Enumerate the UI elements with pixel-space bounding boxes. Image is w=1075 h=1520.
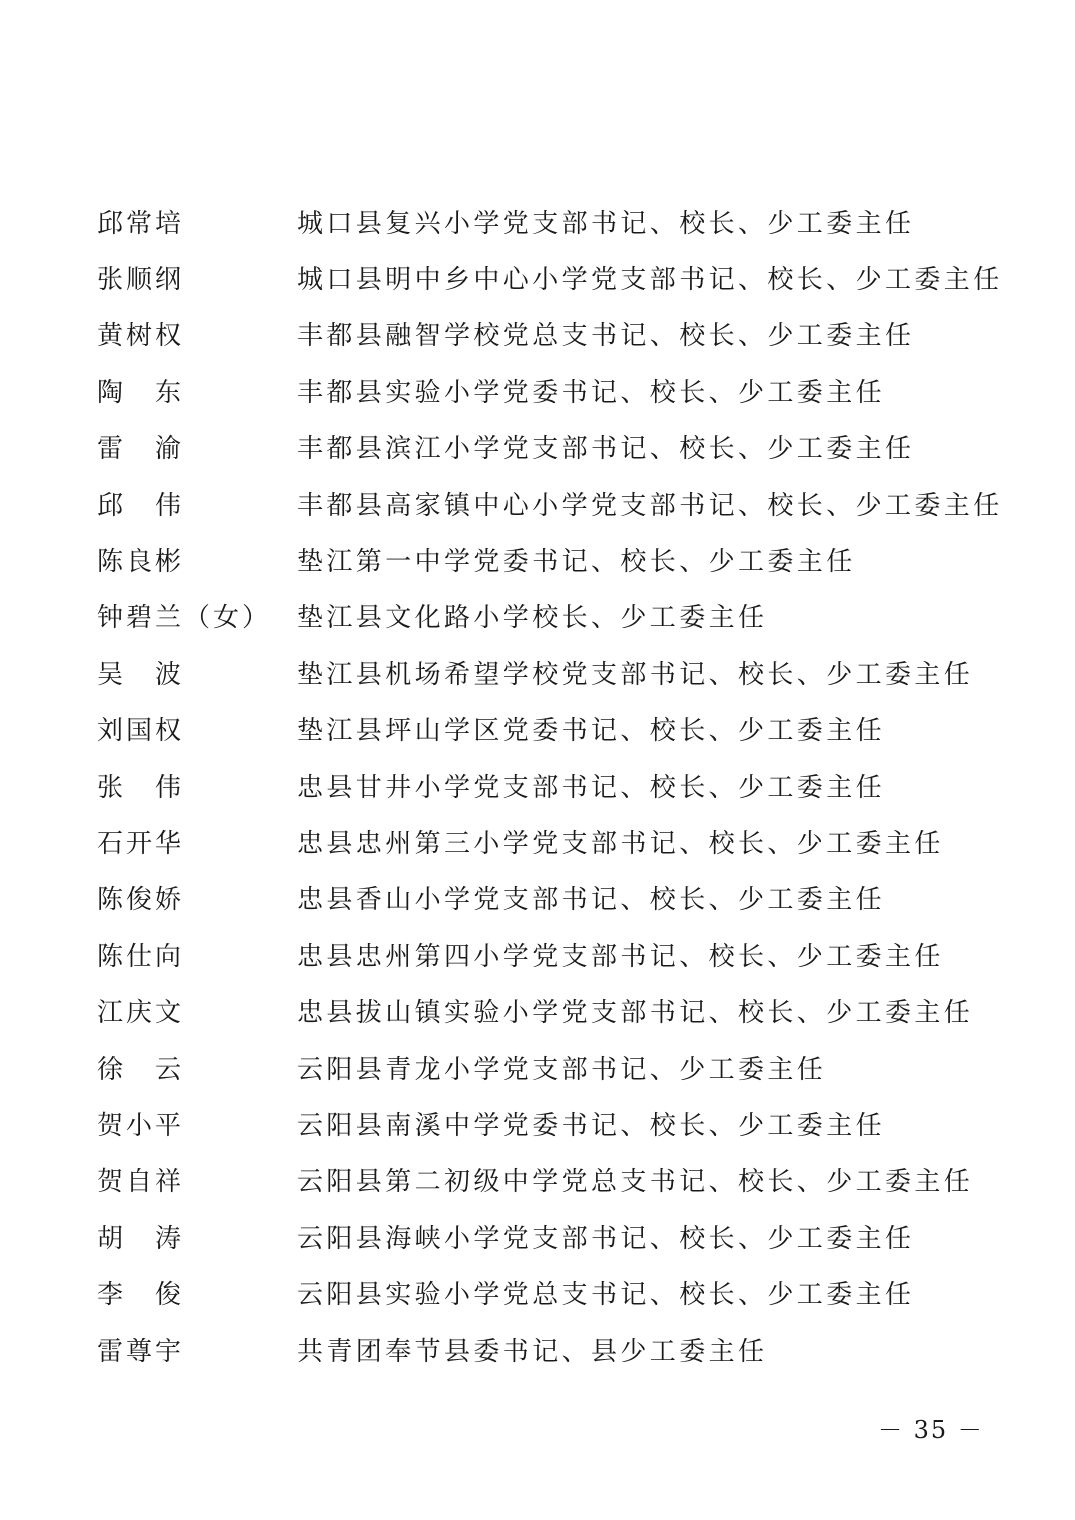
person-name: 邱 伟 [97, 490, 185, 521]
person-role: 云阳县实验小学党总支书记、校长、少工委主任 [297, 1280, 915, 1311]
person-role: 忠县甘井小学党支部书记、校长、少工委主任 [297, 772, 886, 803]
person-role: 忠县拔山镇实验小学党支部书记、校长、少工委主任 [297, 998, 974, 1029]
person-name: 胡 涛 [97, 1223, 185, 1254]
roster-row [97, 306, 1017, 362]
page-number: － 35 － [878, 1416, 984, 1444]
roster-row [97, 1095, 1017, 1151]
person-role: 云阳县海峡小学党支部书记、校长、少工委主任 [297, 1223, 915, 1254]
person-role: 城口县明中乡中心小学党支部书记、校长、少工委主任 [297, 265, 1003, 296]
roster-row [97, 982, 1017, 1038]
person-name: 张 伟 [97, 772, 185, 803]
person-name: 黄树权 [97, 321, 185, 352]
roster-row [97, 757, 1017, 813]
roster-row [97, 531, 1017, 587]
roster-row [97, 1321, 1017, 1377]
roster-row [97, 870, 1017, 926]
person-role: 云阳县第二初级中学党总支书记、校长、少工委主任 [297, 1167, 974, 1198]
person-role: 垫江县机场希望学校党支部书记、校长、少工委主任 [297, 659, 974, 690]
person-role: 丰都县融智学校党总支书记、校长、少工委主任 [297, 321, 915, 352]
roster-row [97, 588, 1017, 644]
person-role: 丰都县滨江小学党支部书记、校长、少工委主任 [297, 434, 915, 465]
person-name: 贺小平 [97, 1110, 185, 1141]
roster-row [97, 813, 1017, 869]
person-role: 共青团奉节县委书记、县少工委主任 [297, 1336, 768, 1367]
person-role: 忠县香山小学党支部书记、校长、少工委主任 [297, 885, 886, 916]
roster-row [97, 644, 1017, 700]
person-name: 张顺纲 [97, 265, 185, 296]
person-name: 邱常培 [97, 208, 185, 239]
person-name: 江庆文 [97, 998, 185, 1029]
roster-row [97, 926, 1017, 982]
person-role: 垫江县坪山学区党委书记、校长、少工委主任 [297, 716, 886, 747]
person-role: 丰都县实验小学党委书记、校长、少工委主任 [297, 377, 886, 408]
person-name: 陈良彬 [97, 547, 185, 578]
person-role: 忠县忠州第四小学党支部书记、校长、少工委主任 [297, 941, 944, 972]
roster-row [97, 475, 1017, 531]
person-role: 忠县忠州第三小学党支部书记、校长、少工委主任 [297, 828, 944, 859]
person-name: 贺自祥 [97, 1167, 185, 1198]
person-role: 城口县复兴小学党支部书记、校长、少工委主任 [297, 208, 915, 239]
roster-row [97, 1208, 1017, 1264]
person-role: 云阳县青龙小学党支部书记、少工委主任 [297, 1054, 827, 1085]
person-name: 刘国权 [97, 716, 185, 747]
roster-list [97, 193, 1017, 1377]
person-role: 丰都县高家镇中心小学党支部书记、校长、少工委主任 [297, 490, 1003, 521]
roster-row [97, 1152, 1017, 1208]
person-role: 垫江第一中学党委书记、校长、少工委主任 [297, 547, 856, 578]
roster-row [97, 701, 1017, 757]
person-name: 石开华 [97, 828, 185, 859]
person-name: 陈俊娇 [97, 885, 185, 916]
person-name: 徐 云 [97, 1054, 185, 1085]
person-name: 吴 波 [97, 659, 185, 690]
person-name: 陶 东 [97, 377, 185, 408]
person-name: 李 俊 [97, 1280, 185, 1311]
roster-row [97, 193, 1017, 249]
person-name: 雷尊宇 [97, 1336, 185, 1367]
person-name: 雷 渝 [97, 434, 185, 465]
roster-row [97, 249, 1017, 305]
person-role: 垫江县文化路小学校长、少工委主任 [297, 603, 768, 634]
roster-row [97, 419, 1017, 475]
person-name: 陈仕向 [97, 941, 185, 972]
roster-row [97, 362, 1017, 418]
person-name: 钟碧兰（女） [97, 603, 272, 634]
person-role: 云阳县南溪中学党委书记、校长、少工委主任 [297, 1110, 886, 1141]
roster-row [97, 1264, 1017, 1320]
roster-row [97, 1039, 1017, 1095]
